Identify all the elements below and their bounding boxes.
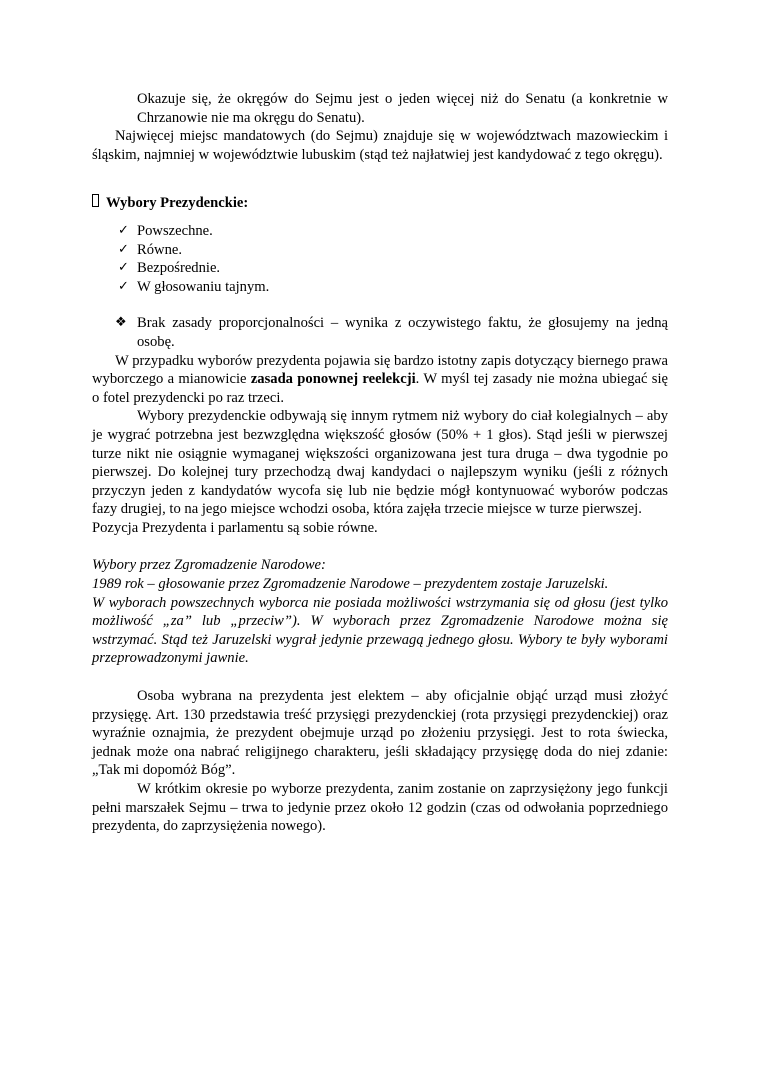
- section-heading-wybory-prezydenckie: [92, 194, 668, 213]
- italic-section-heading: Wybory przez Zgromadzenie Narodowe:: [92, 557, 326, 574]
- diamond-list-item-text: Brak zasady proporcjonalności – wynika z oczywistego faktu, że głosujemy na jedną osobę.: [137, 315, 668, 350]
- check-list-item-text: Powszechne.: [137, 222, 213, 239]
- diamond-bullet-icon: ❖: [115, 315, 127, 331]
- check-list-item: [92, 259, 668, 278]
- paragraph-marszalek-sejmu: W krótkim okresie po wyborze prezydenta, zanim zostanie on zaprzysiężony jego funkcji pełni marszałek Sejmu – trwa to jedynie przez około 12 godzin (czas od odwołania poprzedniego prezydenta, do zaprzysiężenia nowego).: [92, 781, 668, 835]
- checkmark-icon: ✓: [118, 241, 129, 257]
- checkmark-icon: ✓: [118, 278, 129, 294]
- paragraph-pozycja-prezydenta: Pozycja Prezydenta i parlamentu są sobie równe.: [92, 519, 378, 536]
- paragraph-zasada-reelekcji: [92, 352, 668, 408]
- italic-line-1989: 1989 rok – głosowanie przez Zgromadzenie Narodowe – prezydentem zostaje Jaruzelski.: [92, 576, 609, 593]
- checkmark-icon: ✓: [118, 222, 129, 238]
- text-run-before-bold: W przypadku wyborów prezydenta pojawia się bardzo istotny zapis dotyczący biernego prawa wyborczego a mianowicie: [92, 352, 668, 388]
- check-list-item: [92, 241, 668, 260]
- missing-glyph-box-icon: [92, 194, 99, 207]
- section-zgromadzenie-narodowe: [92, 556, 668, 668]
- section-heading-text: Wybory Prezydenckie:: [106, 195, 249, 212]
- check-list-item-text: Równe.: [137, 241, 182, 258]
- check-list-item: [92, 278, 668, 297]
- text-run-after-bold: . W myśl tej zasady nie można ubiegać się o fotel prezydencki po raz trzeci.: [92, 371, 668, 406]
- check-list-item-text: W głosowaniu tajnym.: [137, 278, 270, 295]
- italic-section-body: W wyborach powszechnych wyborca nie posiada możliwości wstrzymania się od głosu (jest tylko możliwość „za” lub „przeciw”). W wyborach przez Zgromadzenie Narodowe można się wstrzymać. Stąd też Jaruzelski wygrał jedynie przewagą jednego głosu. Wybory te były wyborami przeprowadzonymi jawnie.: [92, 594, 668, 667]
- paragraph-okregi-sejm: Okazuje się, że okręgów do Sejmu jest o jeden więcej niż do Senatu (a konkretnie w Chrzanowie nie ma okręgu do Senatu).: [137, 91, 668, 126]
- paragraph-tury-wyborow: Wybory prezydenckie odbywają się innym rytmem niż wybory do ciał kolegialnych – aby je wygrać potrzebna jest bezwzględna większość głosów (50% + 1 głos). Stąd jeśli w pierwszej turze nikt nie osiągnie wymaganej większości organizowana jest tura druga – dwa tygodnie po pierwszej. Do kolejnej tury przechodzą dwaj kandydaci o najlepszym wyniku (jeśli z różnych przyczyn jeden z kandydatów wycofa się lub nie będzie mógł kontynuować wyborów podczas fazy drugiej, to na jego miejsce wchodzi osoba, która zajęła trzecie miejsce w turze pierwszej.: [92, 408, 668, 518]
- checklist-cechy-wyborow: [92, 222, 668, 296]
- paragraph-miejsca-mandatowe: Najwięcej miejsc mandatowych (do Sejmu) znajduje się w województwach mazowieckim i śląskim, najmniej w województwie lubuskim (stąd też najłatwiej jest kandydować z tego okręgu).: [92, 128, 668, 163]
- bold-text-run-zasada-reelekcji: zasada ponownej reelekcji: [250, 371, 416, 388]
- paragraph-przysiega-prezydencka: Osoba wybrana na prezydenta jest elektem – aby oficjalnie objąć urząd musi złożyć przysięgę. Art. 130 przedstawia treść przysięgi prezydenckiej (rota przysięgi prezydenckiej) oraz wyraźnie oznajmia, że prezydent obejmuje urząd po złożeniu przysięgi. Jest to rota świecka, jednak może ona nabrać religijnego charakteru, jeśli składający przysięgę doda do niej zdanie: „Tak mi dopomóż Bóg”.: [92, 688, 668, 779]
- check-list-item: [92, 222, 668, 241]
- check-list-item-text: Bezpośrednie.: [137, 260, 221, 277]
- checkmark-icon: ✓: [118, 260, 129, 276]
- diamond-list-item: [92, 314, 668, 351]
